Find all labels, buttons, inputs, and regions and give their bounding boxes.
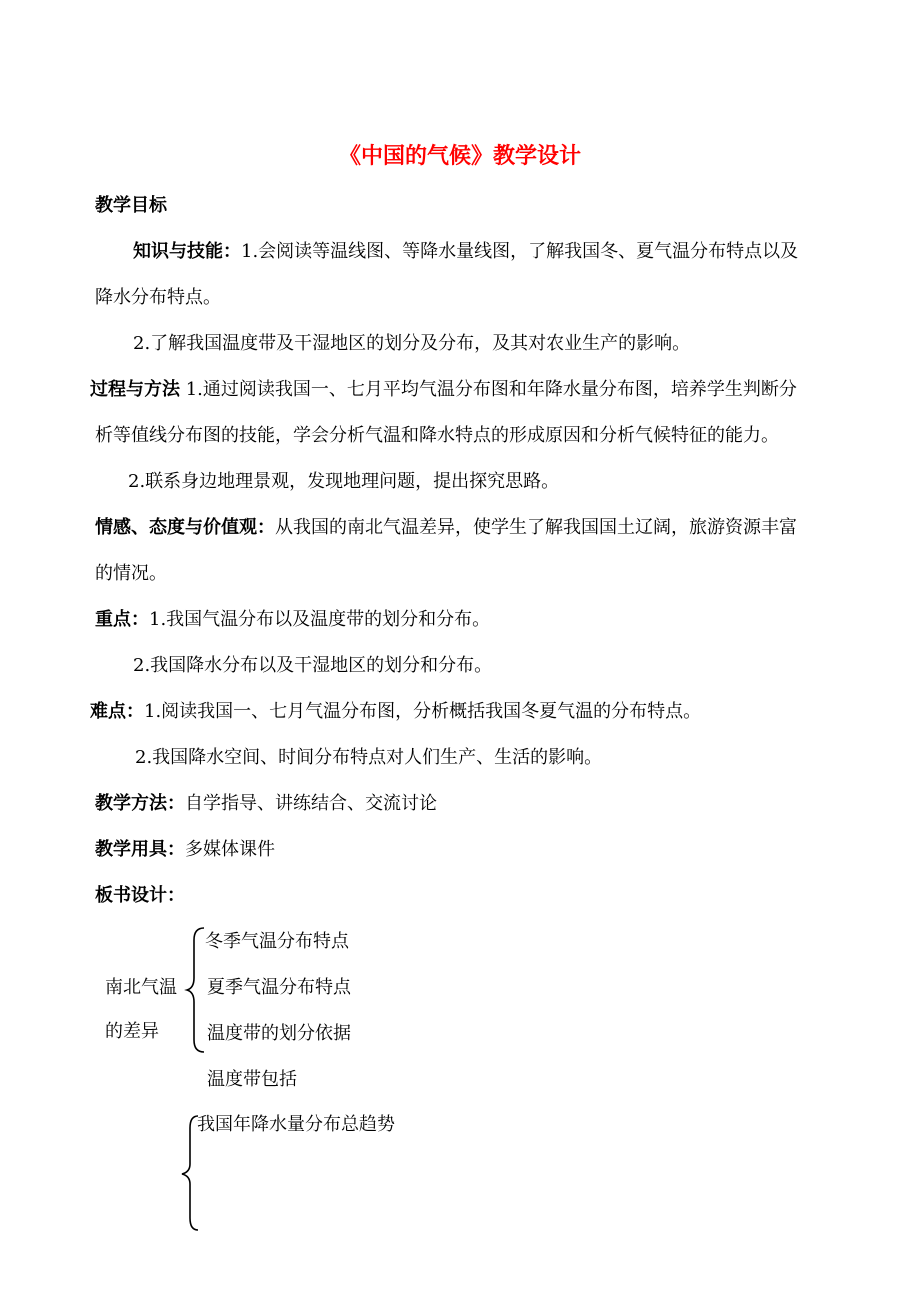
- knowledge-item1-text: 1.会阅读等温线图、等降水量线图，了解我国冬、夏气温分布特点以及: [241, 241, 799, 262]
- keypoints-label: 重点：: [95, 609, 149, 630]
- tools-label: 教学用具：: [95, 839, 185, 860]
- keypoints-item1: 1.我国气温分布以及温度带的划分和分布。: [149, 609, 491, 630]
- emotion-label: 情感、态度与价值观：: [95, 517, 275, 538]
- objectives-heading: 教学目标: [95, 195, 167, 216]
- process-item2: 2.联系身边地理景观，发现地理问题，提出探究思路。: [128, 471, 560, 492]
- method-label: 教学方法：: [95, 793, 185, 814]
- knowledge-label: 知识与技能：: [133, 241, 241, 262]
- process-item1-cont: 析等值线分布图的技能，学会分析气温和降水特点的形成原因和分析气候特征的能力。: [95, 425, 779, 446]
- difficulties-label: 难点：: [90, 701, 144, 722]
- tools-value: 多媒体课件: [185, 839, 275, 860]
- tools-line: [95, 838, 275, 862]
- knowledge-item2: 2.了解我国温度带及干湿地区的划分及分布，及其对农业生产的影响。: [133, 333, 691, 354]
- emotion-cont: 的情况。: [95, 563, 167, 584]
- process-item1-text: 1.通过阅读我国一、七月平均气温分布图和年降水量分布图，培养学生判断分: [185, 379, 797, 400]
- board-group1-item4: 温度带包括: [207, 1069, 297, 1090]
- keypoints-item2: 2.我国降水分布以及干湿地区的划分和分布。: [133, 655, 493, 676]
- emotion-line: [95, 516, 797, 540]
- board-group1-item2: 夏季气温分布特点: [207, 977, 351, 998]
- difficulties-line: [90, 700, 701, 724]
- emotion-text: 从我国的南北气温差异，使学生了解我国国土辽阔，旅游资源丰富: [275, 517, 797, 538]
- difficulties-item2: 2.我国降水空间、时间分布特点对人们生产、生活的影响。: [135, 747, 603, 768]
- knowledge-line: [133, 240, 798, 264]
- board-group1-left-line2: 的差异: [105, 1021, 159, 1042]
- board-label: 板书设计：: [95, 885, 185, 906]
- board-group2-item1: 我国年降水量分布总趋势: [197, 1114, 395, 1135]
- method-value: 自学指导、讲练结合、交流讨论: [185, 793, 437, 814]
- keypoints-line: [95, 608, 490, 632]
- difficulties-item1: 1.阅读我国一、七月气温分布图，分析概括我国冬夏气温的分布特点。: [144, 701, 702, 722]
- board-group1-item3: 温度带的划分依据: [207, 1023, 351, 1044]
- board-group1-left-line1: 南北气温: [105, 977, 177, 998]
- board-group1-item1: 冬季气温分布特点: [205, 931, 349, 952]
- process-line: [90, 378, 797, 402]
- process-label: 过程与方法: [90, 379, 180, 400]
- knowledge-item1-cont: 降水分布特点。: [95, 287, 221, 308]
- method-line: [95, 792, 437, 816]
- page-title: 《中国的气候》教学设计: [338, 144, 581, 169]
